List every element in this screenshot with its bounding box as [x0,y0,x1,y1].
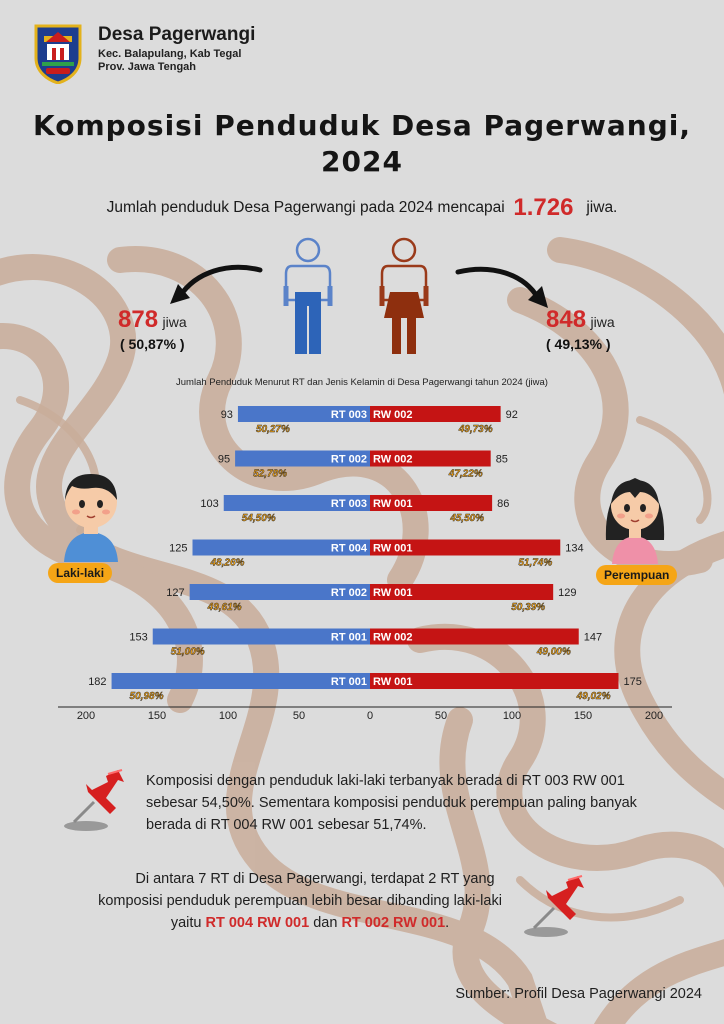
summary-prefix: Jumlah penduduk Desa Pagerwangi pada 2024 mencapai [106,199,505,216]
note-2-line-2: komposisi penduduk perempuan lebih besar dibanding laki-laki [98,893,502,909]
village-name: Desa Pagerwangi [98,24,256,45]
rw-label: RW 001 [373,542,413,555]
male-total-percent: ( 50,87% ) [120,336,185,352]
note-1-line-2: sebesar 54,50%. Sementara komposisi penduduk perempuan paling banyak [146,795,637,811]
rw-label: RW 001 [373,587,413,599]
male-percent-label: 49,61% [207,602,242,613]
x-tick-label: 150 [573,710,593,722]
title-line-2: 2024 [321,145,403,178]
female-figure-icon [378,236,430,354]
pushpin-icon-2 [520,872,598,942]
female-total-value: 848 [546,306,587,333]
rw-label: RW 002 [373,631,413,644]
male-total [118,306,187,334]
female-value-label: 85 [495,453,508,466]
note-1-line-3: berada di RT 004 RW 001 sebesar 51,74%. [146,817,427,833]
male-total-value: 878 [118,306,159,333]
rt-label: RT 003 [330,409,367,421]
x-tick-label: 150 [147,710,167,722]
note-2-prefix: yaitu [170,915,202,931]
male-label-badge: Laki-laki [48,563,112,583]
female-label-badge: Perempuan [596,565,677,585]
female-percent-label: 51,74% [518,557,553,569]
rt-label: RT 002 [330,453,367,466]
rt-label: RT 002 [330,587,367,599]
male-percent-label: 52,78% [253,468,288,480]
female-total-percent: ( 49,13% ) [546,336,611,352]
male-figure-icon [282,236,334,354]
x-tick-label: 100 [218,710,238,722]
rw-label: RW 002 [373,409,413,421]
rw-label: RW 001 [373,498,413,510]
note-2-line-1: Di antara 7 RT di Desa Pagerwangi, terdapat 2 RT yang [135,871,495,887]
male-value-label: 93 [220,409,233,421]
female-percent-label: 50,39% [511,602,546,613]
village-emblem-icon [32,22,84,89]
note-2 [0,868,600,934]
male-value-label: 182 [88,676,107,688]
male-percent-label: 51,00% [170,646,205,658]
note-2-mid: dan [313,915,338,931]
curved-arrow-icon-left [168,258,268,312]
female-percent-label: 45,50% [450,513,485,524]
rw-label: RW 001 [373,676,413,688]
curved-arrow-icon-right [452,262,552,316]
title-line-1: Komposisi Penduduk Desa Pagerwangi, [33,109,691,142]
male-value-label: 103 [200,498,219,510]
summary-value: 1.726 [513,194,574,221]
note-1 [146,770,637,836]
female-value-label: 147 [583,631,603,644]
source-note: Sumber: Profil Desa Pagerwangi 2024 [455,986,702,1002]
male-value-label: 153 [129,631,148,644]
page-title [0,108,724,180]
male-percent-label: 48,26% [210,557,245,569]
male-percent-label: 50,98% [129,691,164,702]
rt-label: RT 003 [330,498,367,510]
rt-label: RT 001 [330,631,367,644]
female-value-label: 129 [558,587,577,599]
female-percent-label: 49,73% [458,424,493,435]
female-value-label: 86 [497,498,510,510]
male-value-label: 127 [166,587,185,599]
x-tick-label: 100 [502,710,522,722]
district-text: Kec. Balapulang, Kab Tegal [98,48,242,60]
x-tick-label: 50 [292,710,306,722]
female-total [546,306,615,334]
male-value-label: 95 [217,453,231,466]
province-text: Prov. Jawa Tengah [98,61,197,73]
note-1-line-1: Komposisi dengan penduduk laki-laki terbanyak berada di RT 003 RW 001 [146,773,625,789]
male-percent-label: 54,50% [241,513,276,524]
male-value-label: 125 [169,542,188,555]
female-value-label: 175 [623,676,642,688]
female-percent-label: 47,22% [448,468,483,480]
rw-label: RW 002 [373,453,413,466]
x-tick-label: 200 [644,710,664,722]
population-summary [0,194,724,222]
female-percent-label: 49,00% [536,646,571,658]
note-2-end: . [445,915,450,931]
summary-suffix: jiwa. [586,199,618,216]
x-tick-label: 0 [366,710,374,722]
female-value-label: 92 [505,409,518,421]
rt-label: RT 001 [330,676,367,688]
x-tick-label: 50 [434,710,448,722]
male-total-unit: jiwa [162,314,187,330]
x-tick-label: 200 [76,710,96,722]
male-percent-label: 50,27% [255,424,290,435]
note-2-highlight-1: RT 004 RW 001 [205,915,310,931]
girl-avatar-icon [600,470,670,564]
pushpin-icon [60,766,138,836]
note-2-line-3 [0,912,600,934]
female-percent-label: 49,02% [576,691,611,702]
female-total-unit: jiwa [590,314,615,330]
boy-avatar-icon [56,468,126,562]
chart-title: Jumlah Penduduk Menurut RT dan Jenis Kelamin di Desa Pagerwangi tahun 2024 (jiwa) [176,377,548,388]
female-value-label: 134 [565,542,584,555]
rt-label: RT 004 [330,542,367,555]
note-2-highlight-2: RT 002 RW 001 [341,915,446,931]
